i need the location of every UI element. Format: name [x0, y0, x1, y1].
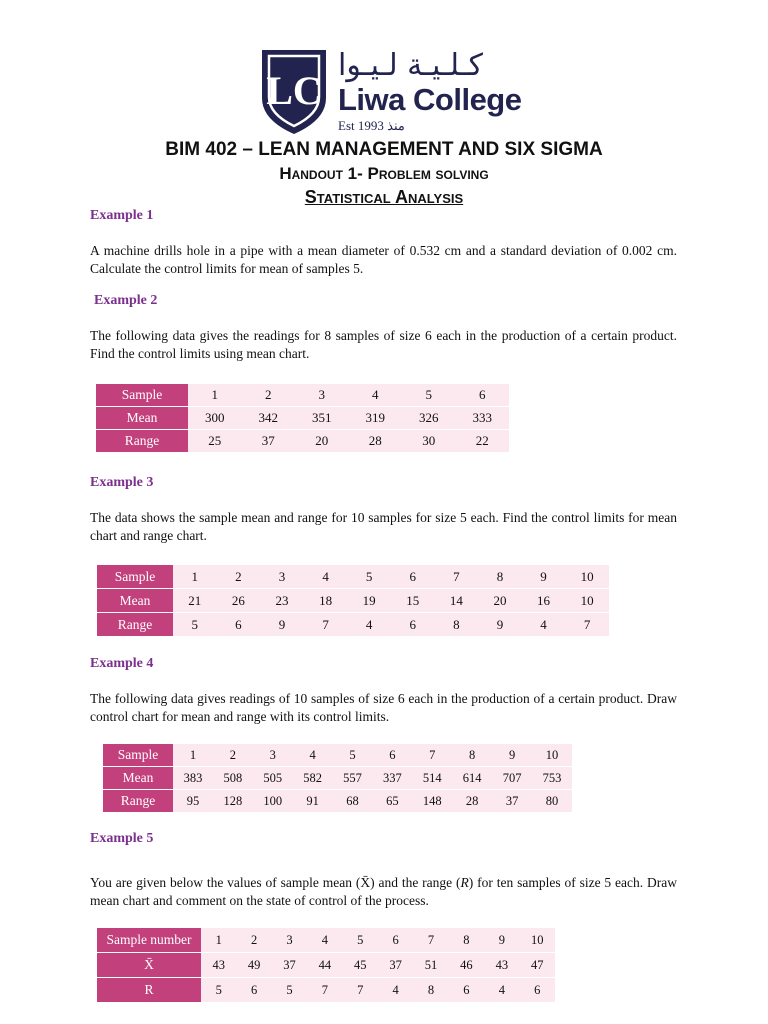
table-cell: 3 — [260, 565, 304, 589]
table-cell: 582 — [293, 767, 333, 790]
handout-title: Handout 1- Problem solving — [279, 164, 489, 183]
table-cell: 5 — [333, 744, 373, 767]
table-cell: 16 — [522, 589, 566, 613]
table-row — [97, 953, 555, 978]
table-cell: 2 — [242, 384, 296, 407]
table-cell: 707 — [492, 767, 532, 790]
table-cell: 505 — [253, 767, 293, 790]
table-cell: 4 — [347, 613, 391, 637]
table-row — [97, 565, 609, 589]
table-cell: 37 — [272, 953, 307, 978]
logo-arabic-name: كـلـيـة لـيـوا — [338, 48, 483, 83]
table-cell: 333 — [456, 407, 510, 430]
example-2-text: The following data gives the readings for 8 samples of size 6 each in the production of a certain product. Find the control limits using mean chart. — [90, 328, 677, 361]
table-cell: 21 — [173, 589, 217, 613]
example-4-text: The following data gives readings of 10 samples of size 6 each in the production of a certain product. Draw control chart for mean and range with its control limits. — [90, 691, 677, 724]
table-cell: 4 — [304, 565, 348, 589]
example-3-text: The data shows the sample mean and range for 10 samples for size 5 each. Find the control limits for mean chart and range chart. — [90, 510, 677, 543]
table-cell: 300 — [188, 407, 242, 430]
table-cell: 10 — [532, 744, 572, 767]
table-row — [96, 430, 509, 453]
example-2-heading: Example 2 — [94, 293, 158, 308]
table-cell: 614 — [452, 767, 492, 790]
table-cell: 7 — [304, 613, 348, 637]
table-cell: 128 — [213, 790, 253, 813]
table-cell: 68 — [333, 790, 373, 813]
table-cell: 95 — [173, 790, 213, 813]
table-cell: 1 — [188, 384, 242, 407]
table-cell: 19 — [347, 589, 391, 613]
table-cell: 22 — [456, 430, 510, 453]
table-cell: 7 — [307, 978, 342, 1003]
table-cell: 28 — [349, 430, 403, 453]
table-cell: 51 — [413, 953, 448, 978]
table-cell: 753 — [532, 767, 572, 790]
example-3-table — [97, 565, 609, 637]
table-cell: 4 — [307, 928, 342, 953]
table-cell: 342 — [242, 407, 296, 430]
table-cell: 80 — [532, 790, 572, 813]
table-cell: 508 — [213, 767, 253, 790]
example-5-text-part3: ) for ten samples of size 5 each. Draw mean chart and comment on the state of control of the process. — [90, 875, 677, 908]
table-cell: 15 — [391, 589, 435, 613]
shield-letters: LC — [266, 68, 322, 113]
example-1-heading: Example 1 — [90, 208, 154, 223]
table-cell: 20 — [295, 430, 349, 453]
row-label: Range — [96, 430, 188, 453]
example-3-heading: Example 3 — [90, 475, 154, 490]
table-cell: 8 — [452, 744, 492, 767]
row-label: Range — [97, 613, 173, 637]
table-cell: 8 — [435, 613, 479, 637]
table-cell: 2 — [217, 565, 261, 589]
table-cell: 4 — [522, 613, 566, 637]
table-cell: 5 — [347, 565, 391, 589]
table-cell: 319 — [349, 407, 403, 430]
table-cell: 37 — [492, 790, 532, 813]
table-cell: 26 — [217, 589, 261, 613]
table-cell: 6 — [378, 928, 413, 953]
table-cell: 7 — [435, 565, 479, 589]
example-5-table — [97, 928, 555, 1003]
table-cell: 20 — [478, 589, 522, 613]
table-cell: 8 — [478, 565, 522, 589]
example-5-text — [90, 874, 677, 910]
row-label: Sample — [97, 565, 173, 589]
table-cell: 1 — [173, 744, 213, 767]
table-cell: 557 — [333, 767, 373, 790]
table-row — [97, 589, 609, 613]
table-cell: 9 — [478, 613, 522, 637]
table-cell: 44 — [307, 953, 342, 978]
table-cell: 6 — [236, 978, 271, 1003]
table-cell: 7 — [343, 978, 378, 1003]
table-cell: 37 — [242, 430, 296, 453]
table-cell: 46 — [449, 953, 484, 978]
table-cell: 3 — [295, 384, 349, 407]
table-cell: 6 — [520, 978, 555, 1003]
example-1-text: A machine drills hole in a pipe with a mean diameter of 0.532 cm and a standard deviation of 0.002 cm. Calculate the control limits for mean of samples 5. — [90, 243, 677, 276]
table-row — [97, 613, 609, 637]
table-cell: 383 — [173, 767, 213, 790]
example-5-text-part2: ) and the range ( — [370, 875, 461, 890]
table-cell: 9 — [484, 928, 519, 953]
table-cell: 45 — [343, 953, 378, 978]
table-cell: 10 — [520, 928, 555, 953]
example-4-heading: Example 4 — [90, 656, 154, 671]
row-label: Sample number — [97, 928, 201, 953]
row-label: Sample — [103, 744, 173, 767]
table-cell: 1 — [201, 928, 236, 953]
table-cell: 4 — [293, 744, 333, 767]
table-cell: 337 — [372, 767, 412, 790]
range-symbol: R — [460, 875, 469, 890]
table-cell: 10 — [565, 565, 609, 589]
table-cell: 148 — [412, 790, 452, 813]
table-cell: 23 — [260, 589, 304, 613]
table-cell: 4 — [378, 978, 413, 1003]
table-cell: 30 — [402, 430, 456, 453]
table-cell: 49 — [236, 953, 271, 978]
table-cell: 5 — [402, 384, 456, 407]
logo-established: Est 1993 منذ — [338, 118, 405, 133]
mean-symbol: X̄ — [360, 875, 371, 890]
table-cell: 6 — [456, 384, 510, 407]
shield-icon — [258, 46, 330, 136]
table-cell: 514 — [412, 767, 452, 790]
table-cell: 8 — [449, 928, 484, 953]
table-row — [103, 790, 572, 813]
table-cell: 43 — [201, 953, 236, 978]
table-cell: 9 — [492, 744, 532, 767]
row-label: X̄ — [97, 953, 201, 978]
table-cell: 351 — [295, 407, 349, 430]
table-cell: 47 — [520, 953, 555, 978]
table-cell: 9 — [260, 613, 304, 637]
table-cell: 9 — [522, 565, 566, 589]
table-cell: 7 — [413, 928, 448, 953]
table-cell: 6 — [372, 744, 412, 767]
example-2-table — [96, 384, 509, 453]
table-cell: 326 — [402, 407, 456, 430]
table-cell: 65 — [372, 790, 412, 813]
table-cell: 7 — [412, 744, 452, 767]
table-cell: 14 — [435, 589, 479, 613]
table-cell: 8 — [413, 978, 448, 1003]
row-label: Mean — [96, 407, 188, 430]
course-title: BIM 402 – LEAN MANAGEMENT AND SIX SIGMA — [165, 139, 603, 160]
example-5-heading: Example 5 — [90, 831, 154, 846]
table-row — [96, 407, 509, 430]
table-cell: 10 — [565, 589, 609, 613]
table-cell: 5 — [173, 613, 217, 637]
table-cell: 25 — [188, 430, 242, 453]
table-row — [96, 384, 509, 407]
table-row — [97, 978, 555, 1003]
row-label: Mean — [97, 589, 173, 613]
table-row — [103, 744, 572, 767]
logo-college-name: Liwa College — [338, 82, 522, 117]
table-cell: 6 — [391, 613, 435, 637]
table-cell: 5 — [272, 978, 307, 1003]
example-4-table — [103, 744, 572, 813]
table-cell: 37 — [378, 953, 413, 978]
table-cell: 100 — [253, 790, 293, 813]
table-cell: 3 — [253, 744, 293, 767]
row-label: Mean — [103, 767, 173, 790]
table-cell: 28 — [452, 790, 492, 813]
table-cell: 2 — [236, 928, 271, 953]
table-cell: 43 — [484, 953, 519, 978]
table-row — [97, 928, 555, 953]
table-cell: 18 — [304, 589, 348, 613]
example-5-text-part1: You are given below the values of sample mean ( — [90, 875, 361, 890]
table-cell: 6 — [217, 613, 261, 637]
table-row — [103, 767, 572, 790]
table-cell: 1 — [173, 565, 217, 589]
row-label: Sample — [96, 384, 188, 407]
table-cell: 6 — [391, 565, 435, 589]
table-cell: 3 — [272, 928, 307, 953]
topic-title: Statistical Analysis — [304, 187, 464, 207]
table-cell: 7 — [565, 613, 609, 637]
table-cell: 91 — [293, 790, 333, 813]
table-cell: 2 — [213, 744, 253, 767]
row-label: Range — [103, 790, 173, 813]
row-label: R — [97, 978, 201, 1003]
table-cell: 5 — [201, 978, 236, 1003]
table-cell: 6 — [449, 978, 484, 1003]
table-cell: 5 — [343, 928, 378, 953]
table-cell: 4 — [484, 978, 519, 1003]
table-cell: 4 — [349, 384, 403, 407]
college-logo — [258, 46, 522, 138]
